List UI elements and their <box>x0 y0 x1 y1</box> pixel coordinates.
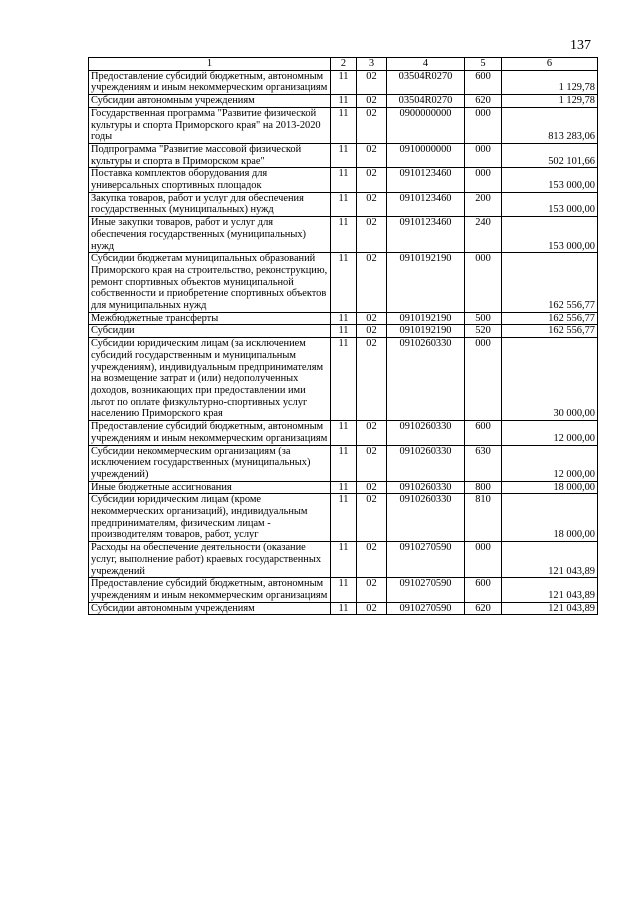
amount: 153 000,00 <box>502 168 598 192</box>
amount: 12 000,00 <box>502 445 598 481</box>
expense-type-code: 620 <box>465 95 502 108</box>
target-item-code: 0910123460 <box>387 168 465 192</box>
section-code: 11 <box>331 253 357 313</box>
section-code: 11 <box>331 95 357 108</box>
expense-type-code: 000 <box>465 143 502 167</box>
item-name: Субсидии бюджетам муниципальных образований Приморского края на строительство, реконструкцию, ремонт спортивных объектов муниципальной собственности и приобретение спортивных объектов для муниципальных нужд <box>89 253 331 313</box>
table-row <box>89 481 598 494</box>
expense-type-code: 800 <box>465 481 502 494</box>
expense-type-code: 000 <box>465 253 502 313</box>
amount: 162 556,77 <box>502 253 598 313</box>
target-item-code: 0910270590 <box>387 578 465 602</box>
target-item-code: 0910000000 <box>387 143 465 167</box>
target-item-code: 0910123460 <box>387 217 465 253</box>
amount: 1 129,78 <box>502 70 598 94</box>
target-item-code: 0910123460 <box>387 192 465 216</box>
table-row <box>89 107 598 143</box>
subsection-code: 02 <box>357 107 387 143</box>
header-cell: 4 <box>387 58 465 71</box>
subsection-code: 02 <box>357 421 387 445</box>
expense-type-code: 520 <box>465 325 502 338</box>
section-code: 11 <box>331 325 357 338</box>
item-name: Предоставление субсидий бюджетным, автономным учреждениям и иным некоммерческим организациям <box>89 578 331 602</box>
section-code: 11 <box>331 192 357 216</box>
subsection-code: 02 <box>357 602 387 615</box>
table-row <box>89 95 598 108</box>
budget-table <box>88 57 598 615</box>
subsection-code: 02 <box>357 312 387 325</box>
amount: 153 000,00 <box>502 192 598 216</box>
subsection-code: 02 <box>357 217 387 253</box>
target-item-code: 0910192190 <box>387 253 465 313</box>
table-row <box>89 253 598 313</box>
page-number: 137 <box>570 38 591 53</box>
section-code: 11 <box>331 312 357 325</box>
target-item-code: 0910260330 <box>387 481 465 494</box>
amount: 813 283,06 <box>502 107 598 143</box>
target-item-code: 0910260330 <box>387 445 465 481</box>
target-item-code: 03504R0270 <box>387 95 465 108</box>
item-name: Предоставление субсидий бюджетным, автономным учреждениям и иным некоммерческим организациям <box>89 70 331 94</box>
table-row <box>89 325 598 338</box>
table-row <box>89 338 598 421</box>
table-row <box>89 494 598 542</box>
amount: 153 000,00 <box>502 217 598 253</box>
table-row <box>89 168 598 192</box>
amount: 1 129,78 <box>502 95 598 108</box>
section-code: 11 <box>331 217 357 253</box>
target-item-code: 0910192190 <box>387 325 465 338</box>
item-name: Субсидии <box>89 325 331 338</box>
section-code: 11 <box>331 602 357 615</box>
subsection-code: 02 <box>357 445 387 481</box>
expense-type-code: 500 <box>465 312 502 325</box>
section-code: 11 <box>331 338 357 421</box>
item-name: Закупка товаров, работ и услуг для обеспечения государственных (муниципальных) нужд <box>89 192 331 216</box>
subsection-code: 02 <box>357 70 387 94</box>
section-code: 11 <box>331 445 357 481</box>
section-code: 11 <box>331 421 357 445</box>
table-row <box>89 312 598 325</box>
amount: 502 101,66 <box>502 143 598 167</box>
target-item-code: 0910270590 <box>387 542 465 578</box>
expense-type-code: 600 <box>465 70 502 94</box>
target-item-code: 0910192190 <box>387 312 465 325</box>
subsection-code: 02 <box>357 95 387 108</box>
subsection-code: 02 <box>357 168 387 192</box>
item-name: Субсидии юридическим лицам (кроме некоммерческих организаций), индивидуальным предпринимателям, физическим лицам - производителям товаров, работ, услуг <box>89 494 331 542</box>
subsection-code: 02 <box>357 578 387 602</box>
subsection-code: 02 <box>357 481 387 494</box>
header-cell: 1 <box>89 58 331 71</box>
item-name: Государственная программа "Развитие физической культуры и спорта Приморского края" на 2013-2020 годы <box>89 107 331 143</box>
item-name: Иные бюджетные ассигнования <box>89 481 331 494</box>
subsection-code: 02 <box>357 494 387 542</box>
amount: 12 000,00 <box>502 421 598 445</box>
expense-type-code: 600 <box>465 578 502 602</box>
section-code: 11 <box>331 143 357 167</box>
expense-type-code: 240 <box>465 217 502 253</box>
header-row <box>89 58 598 71</box>
expense-type-code: 000 <box>465 107 502 143</box>
section-code: 11 <box>331 542 357 578</box>
amount: 30 000,00 <box>502 338 598 421</box>
subsection-code: 02 <box>357 338 387 421</box>
subsection-code: 02 <box>357 143 387 167</box>
item-name: Субсидии юридическим лицам (за исключением субсидий государственным и муниципальным учреждениям), индивидуальным предпринимателям на возмещение затрат и (или) недополученных доходов, возникающих при предоставлении ими льгот по оплате физкультурно-спортивных услуг населению Приморского края <box>89 338 331 421</box>
item-name: Расходы на обеспечение деятельности (оказание услуг, выполнение работ) краевых государственных учреждений <box>89 542 331 578</box>
table-row <box>89 421 598 445</box>
expense-type-code: 200 <box>465 192 502 216</box>
expense-type-code: 630 <box>465 445 502 481</box>
subsection-code: 02 <box>357 192 387 216</box>
subsection-code: 02 <box>357 325 387 338</box>
expense-type-code: 810 <box>465 494 502 542</box>
table-row <box>89 217 598 253</box>
target-item-code: 0910260330 <box>387 338 465 421</box>
target-item-code: 0910270590 <box>387 602 465 615</box>
table-row <box>89 602 598 615</box>
expense-type-code: 620 <box>465 602 502 615</box>
item-name: Предоставление субсидий бюджетным, автономным учреждениям и иным некоммерческим организациям <box>89 421 331 445</box>
section-code: 11 <box>331 578 357 602</box>
section-code: 11 <box>331 481 357 494</box>
target-item-code: 0910260330 <box>387 421 465 445</box>
table-row <box>89 192 598 216</box>
target-item-code: 0900000000 <box>387 107 465 143</box>
table-row <box>89 143 598 167</box>
item-name: Субсидии некоммерческим организациям (за исключением государственных (муниципальных) учреждений) <box>89 445 331 481</box>
section-code: 11 <box>331 107 357 143</box>
section-code: 11 <box>331 494 357 542</box>
target-item-code: 03504R0270 <box>387 70 465 94</box>
table-row <box>89 445 598 481</box>
item-name: Субсидии автономным учреждениям <box>89 95 331 108</box>
expense-type-code: 000 <box>465 542 502 578</box>
header-cell: 6 <box>502 58 598 71</box>
amount: 18 000,00 <box>502 481 598 494</box>
item-name: Подпрограмма "Развитие массовой физической культуры и спорта в Приморском крае" <box>89 143 331 167</box>
expense-type-code: 000 <box>465 168 502 192</box>
amount: 121 043,89 <box>502 578 598 602</box>
section-code: 11 <box>331 70 357 94</box>
table-row <box>89 70 598 94</box>
item-name: Поставка комплектов оборудования для универсальных спортивных площадок <box>89 168 331 192</box>
amount: 121 043,89 <box>502 602 598 615</box>
section-code: 11 <box>331 168 357 192</box>
amount: 121 043,89 <box>502 542 598 578</box>
expense-type-code: 600 <box>465 421 502 445</box>
table-row <box>89 578 598 602</box>
target-item-code: 0910260330 <box>387 494 465 542</box>
table-row <box>89 542 598 578</box>
subsection-code: 02 <box>357 253 387 313</box>
expense-type-code: 000 <box>465 338 502 421</box>
header-cell: 2 <box>331 58 357 71</box>
header-cell: 3 <box>357 58 387 71</box>
item-name: Межбюджетные трансферты <box>89 312 331 325</box>
amount: 162 556,77 <box>502 325 598 338</box>
item-name: Иные закупки товаров, работ и услуг для обеспечения государственных (муниципальных) нужд <box>89 217 331 253</box>
item-name: Субсидии автономным учреждениям <box>89 602 331 615</box>
amount: 162 556,77 <box>502 312 598 325</box>
header-cell: 5 <box>465 58 502 71</box>
amount: 18 000,00 <box>502 494 598 542</box>
subsection-code: 02 <box>357 542 387 578</box>
